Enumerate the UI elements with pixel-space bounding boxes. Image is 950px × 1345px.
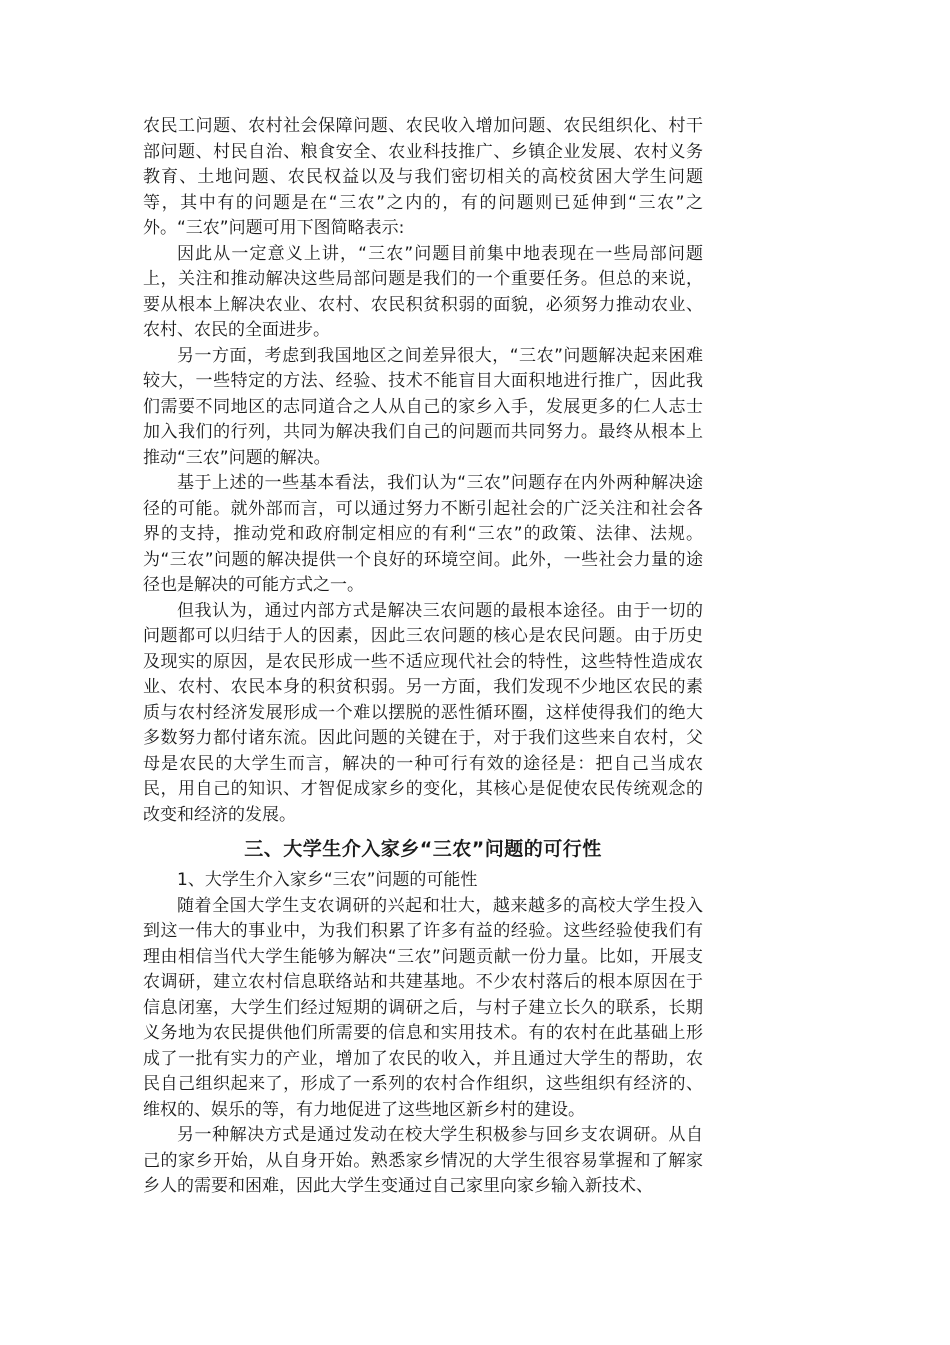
sub-heading: 1、大学生介入家乡“三农”问题的可能性	[177, 870, 478, 890]
paragraph-return-home: 另一种解决方式是通过发动在校大学生积极参与回乡支农调研。从自己的家乡开始，从自身开始。熟悉家乡情况的大学生很容易掌握和了解家乡人的需要和困难，因此大学生变通过自己家里向家乡输入新技术、	[143, 1125, 703, 1196]
paragraph-regional-differences: 另一方面，考虑到我国地区之间差异很大，“三农”问题解决起来困难较大，一些特定的方法、经验、技术不能盲目大面积地进行推广，因此我们需要不同地区的志同道合之人从自己的家乡入手，发展更多的仁人志士加入我们的行列，共同为解决我们自己的问题而共同努力。最终从根本上推动“三农”问题的解决。	[143, 345, 703, 468]
section-heading: 三、大学生介入家乡“三农”问题的可行性	[244, 838, 602, 860]
paragraph-student-research: 随着全国大学生支农调研的兴起和壮大，越来越多的高校大学生投入到这一伟大的事业中，为我们积累了许多有益的经验。这些经验使我们有理由相信当代大学生能够为解决“三农”问题贡献一份力量。比如，开展支农调研，建立农村信息联络站和共建基地。不少农村落后的根本原因在于信息闭塞，大学生们经过短期的调研之后，与村子建立长久的联系，长期义务地为农民提供他们所需要的信息和实用技术。有的农村在此基础上形成了一批有实力的产业，增加了农民的收入，并且通过大学生的帮助，农民自己组织起来了，形成了一系列的农村合作组织，这些组织有经济的、维权的、娱乐的等，有力地促进了这些地区新乡村的建设。	[143, 895, 703, 1120]
paragraph-internal-approach: 但我认为，通过内部方式是解决三农问题的最根本途径。由于一切的问题都可以归结于人的因素，因此三农问题的核心是农民问题。由于历史及现实的原因，是农民形成一些不适应现代社会的特性，这些特性造成农业、农村、农民本身的积贫积弱。另一方面，我们发现不少地区农民的素质与农村经济发展形成一个难以摆脱的恶性循环圈，这样使得我们的绝大多数努力都付诸东流。因此问题的关键在于，对于我们这些来自农村，父母是农民的大学生而言，解决的一种可行有效的途径是：把自己当成农民，用自己的知识、才智促成家乡的变化，其核心是促使农民传统观念的改变和经济的发展。	[143, 600, 703, 825]
document-page	[143, 114, 703, 1200]
paragraph-local-issues: 因此从一定意义上讲，“三农”问题目前集中地表现在一些局部问题上，关注和推动解决这些局部问题是我们的一个重要任务。但总的来说，要从根本上解决农业、农村、农民积贫积弱的面貌，必须努力推动农业、农村、农民的全面进步。	[143, 243, 703, 340]
paragraph-two-approaches: 基于上述的一些基本看法，我们认为“三农”问题存在内外两种解决途径的可能。就外部而言，可以通过努力不断引起社会的广泛关注和社会各界的支持，推动党和政府制定相应的有利“三农”的政策、法律、法规。为“三农”问题的解决提供一个良好的环境空间。此外，一些社会力量的途径也是解决的可能方式之一。	[143, 473, 703, 595]
paragraph-rural-issues-list: 农民工问题、农村社会保障问题、农民收入增加问题、农民组织化、村干部问题、村民自治、粮食安全、农业科技推广、乡镇企业发展、农村义务教育、土地问题、农民权益以及与我们密切相关的高校贫困大学生问题等，其中有的问题是在“三农”之内的，有的问题则已延伸到“三农”之外。“三农”问题可用下图简略表示:	[143, 116, 703, 238]
